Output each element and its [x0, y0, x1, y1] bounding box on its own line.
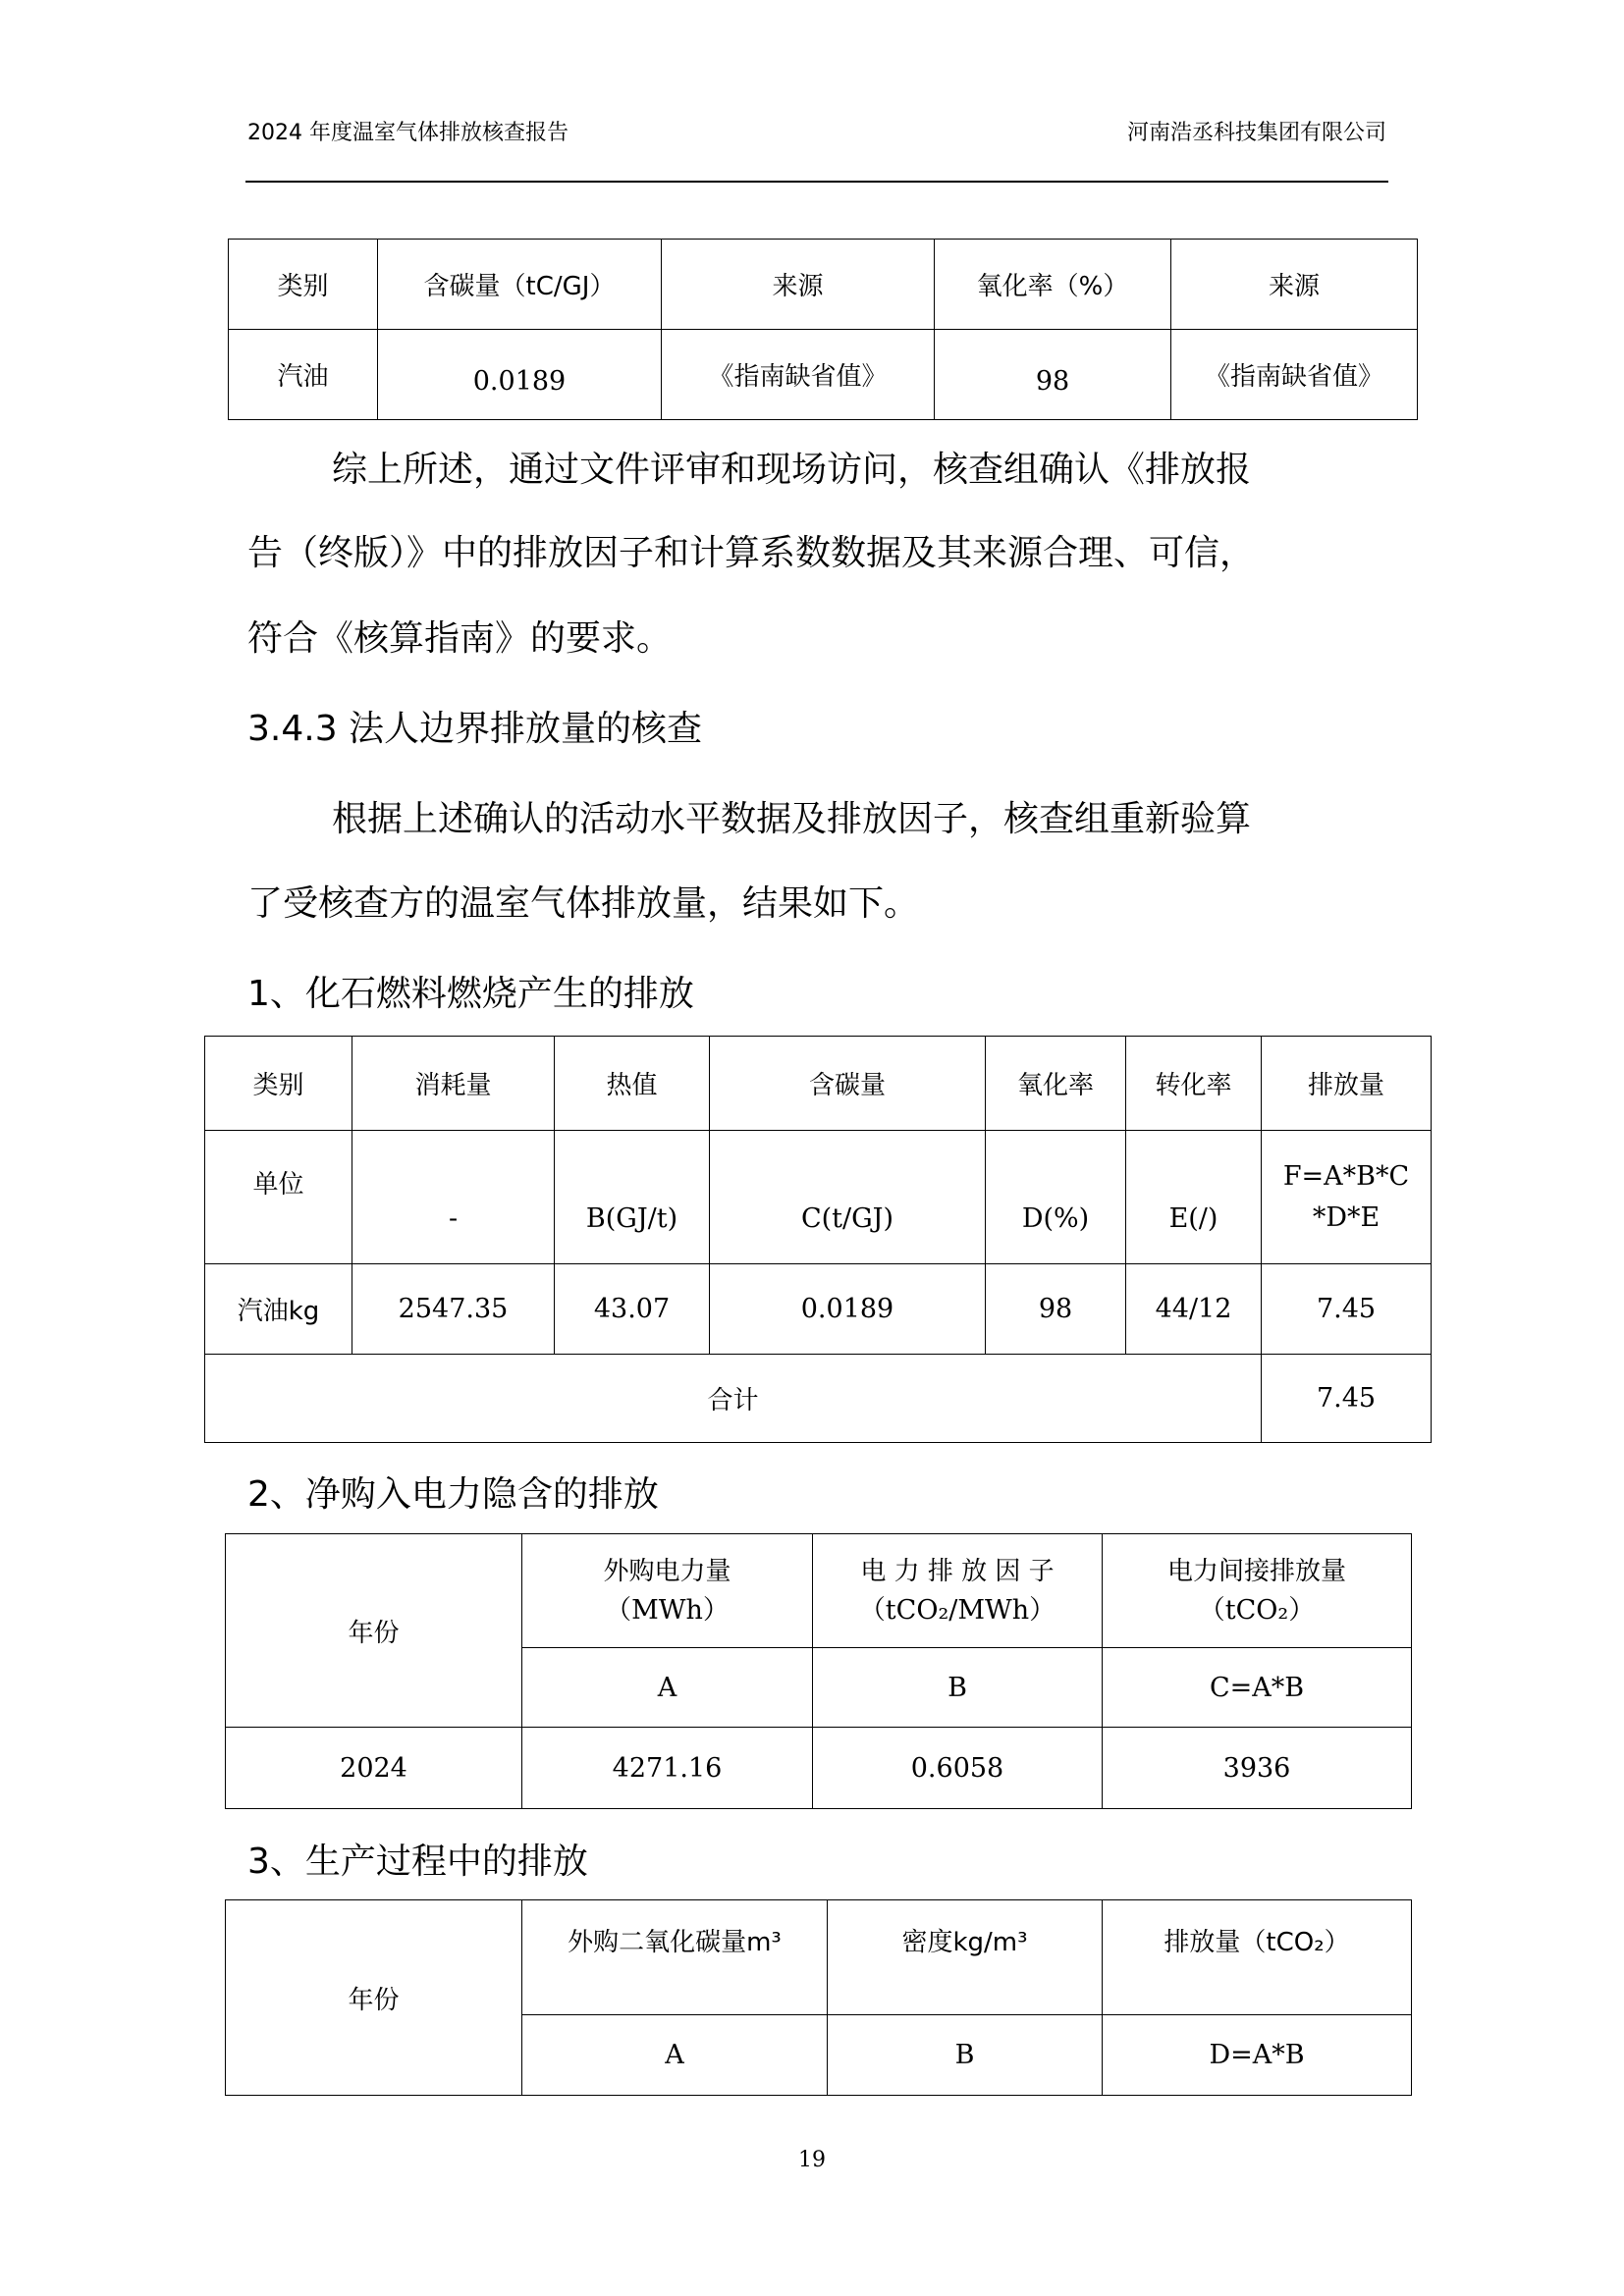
header-cell: [813, 1534, 1103, 1648]
table-cell: 0.0189: [378, 330, 662, 420]
header-cell: 排放量（tCO₂）: [1103, 1900, 1412, 2015]
unit-cell: -: [352, 1131, 555, 1264]
paragraph-line: 告（终版）》中的排放因子和计算系数数据及其来源合理、可信，: [247, 533, 1256, 573]
table-cell: 0.6058: [813, 1728, 1103, 1809]
section-heading: 3.4.3 法人边界排放量的核查: [247, 709, 703, 749]
symbol-cell: C=A*B: [1103, 1648, 1412, 1728]
symbol-cell: D=A*B: [1103, 2015, 1412, 2096]
formula-line: *D*E: [1312, 1201, 1380, 1233]
unit-cell: E(/): [1126, 1131, 1262, 1264]
symbol-cell: B: [828, 2015, 1103, 2096]
table-cell: 4271.16: [522, 1728, 813, 1809]
table-cell: 3936: [1103, 1728, 1412, 1809]
process-table: [225, 1899, 1412, 2096]
header-cell: [522, 1534, 813, 1648]
header-cell: 热值: [555, 1037, 710, 1131]
subheading-process: 3、生产过程中的排放: [247, 1842, 588, 1882]
table-cell: 98: [935, 330, 1171, 420]
header-cell: 排放量: [1262, 1037, 1432, 1131]
header-cell: 来源: [662, 240, 935, 330]
header-company-name: 河南浩丞科技集团有限公司: [1126, 121, 1386, 145]
subheading-power: 2、净购入电力隐含的排放: [247, 1474, 659, 1515]
table-cell: 汽油: [229, 330, 378, 420]
unit-cell: D(%): [986, 1131, 1126, 1264]
header-line: 外购电力量: [603, 1556, 731, 1586]
table-cell: 2024: [226, 1728, 522, 1809]
header-line: （MWh）: [605, 1594, 730, 1626]
power-table: [225, 1533, 1412, 1809]
table-cell: 0.0189: [710, 1264, 986, 1355]
header-cell: 外购二氧化碳量m³: [522, 1900, 828, 2015]
header-cell: 类别: [229, 240, 378, 330]
header-cell: 来源: [1171, 240, 1418, 330]
header-line: （tCO₂/MWh）: [858, 1594, 1056, 1626]
formula-cell: [1262, 1131, 1432, 1264]
header-cell: 氧化率: [986, 1037, 1126, 1131]
table-cell: 98: [986, 1264, 1126, 1355]
year-label: 年份: [226, 1534, 522, 1728]
header-cell: 含碳量: [710, 1037, 986, 1131]
subheading-fossil: 1、化石燃料燃烧产生的排放: [247, 974, 694, 1014]
table-cell: 44/12: [1126, 1264, 1262, 1355]
header-cell: 含碳量（tC/GJ）: [378, 240, 662, 330]
symbol-cell: A: [522, 1648, 813, 1728]
fossil-fuel-table: [204, 1036, 1432, 1443]
formula-line: F=A*B*C: [1282, 1160, 1410, 1192]
header-cell: 类别: [205, 1037, 352, 1131]
table-cell: 汽油kg: [205, 1264, 352, 1355]
header-report-title: 2024 年度温室气体排放核查报告: [247, 121, 568, 145]
total-value: 7.45: [1262, 1355, 1432, 1443]
paragraph-line: 综上所述，通过文件评审和现场访问，核查组确认《排放报: [332, 450, 1252, 490]
symbol-cell: A: [522, 2015, 828, 2096]
year-label: 年份: [226, 1900, 522, 2096]
unit-cell: C(t/GJ): [710, 1131, 986, 1264]
unit-label: 单位: [205, 1131, 352, 1264]
unit-cell: B(GJ/t): [555, 1131, 710, 1264]
table-cell: 《指南缺省值》: [662, 330, 935, 420]
total-label: 合计: [205, 1355, 1262, 1443]
header-cell: 氧化率（%）: [935, 240, 1171, 330]
page-number: 19: [798, 2148, 826, 2172]
table-cell: 7.45: [1262, 1264, 1432, 1355]
header-cell: 转化率: [1126, 1037, 1262, 1131]
table-cell: 43.07: [555, 1264, 710, 1355]
header-divider: [245, 181, 1388, 183]
header-cell: 密度kg/m³: [828, 1900, 1103, 2015]
header-line: （tCO₂）: [1198, 1594, 1316, 1626]
header-cell: 消耗量: [352, 1037, 555, 1131]
emission-factor-table: [228, 239, 1418, 420]
symbol-cell: B: [813, 1648, 1103, 1728]
table-cell: 《指南缺省值》: [1171, 330, 1418, 420]
header-line: 电力间接排放量: [1166, 1556, 1346, 1586]
paragraph-line: 了受核查方的温室气体排放量，结果如下。: [247, 883, 920, 924]
header-line: 电 力 排 放 因 子: [860, 1556, 1055, 1586]
paragraph-line: 根据上述确认的活动水平数据及排放因子，核查组重新验算: [332, 799, 1252, 839]
header-cell: [1103, 1534, 1412, 1648]
table-cell: 2547.35: [352, 1264, 555, 1355]
paragraph-line: 符合《核算指南》的要求。: [247, 618, 673, 659]
